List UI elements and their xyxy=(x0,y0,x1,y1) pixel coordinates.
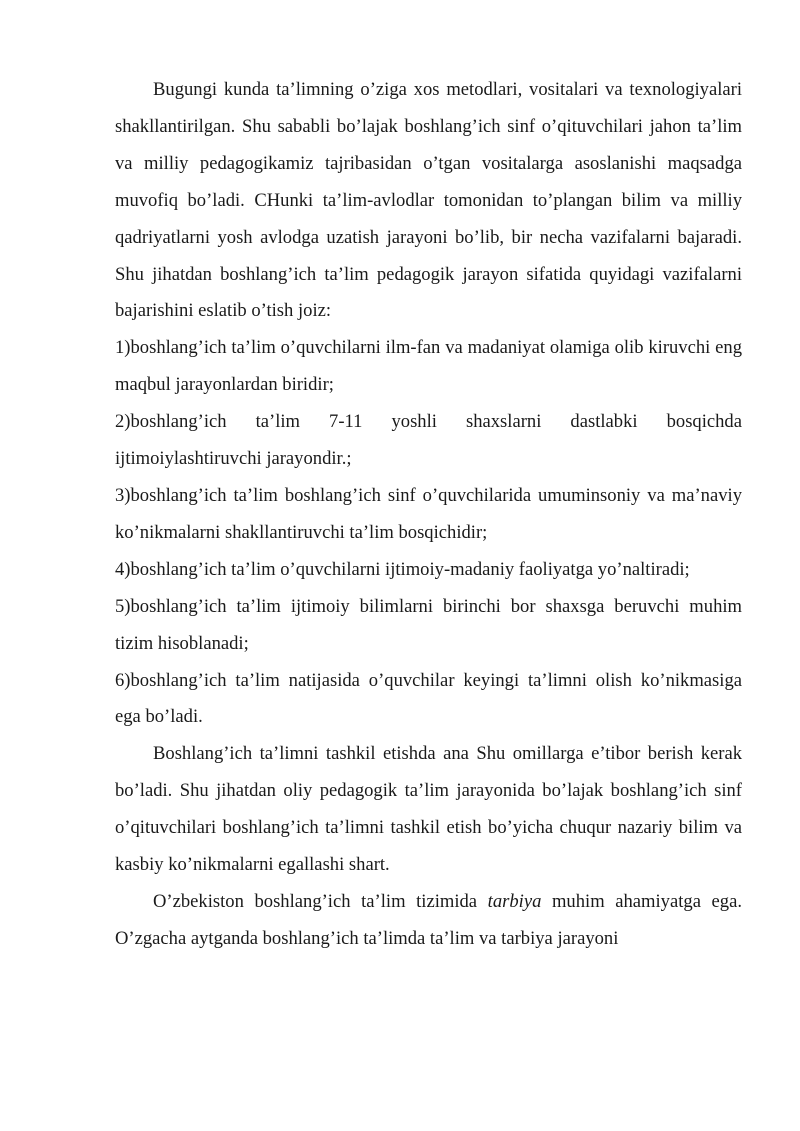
paragraph-intro: Bugungi kunda ta’limning o’ziga xos metodlari, vositalari va texnologiyalari shakllantirilgan. Shu sababli bo’lajak boshlang’ich sinf o’qituvchilari jahon ta’lim va milliy pedagogikamiz tajribasidan o’tgan vositalarga asoslanishi maqsadga muvofiq bo’ladi. CHunki ta’lim-avlodlar tomonidan to’plangan bilim va milliy qadriyatlarni yosh avlodga uzatish jarayoni bo’lib, bir necha vazifalarni bajaradi. Shu jihatdan boshlang’ich ta’lim pedagogik jarayon sifatida quyidagi vazifalarni bajarishini eslatib o’tish joiz: xyxy=(115,79,742,322)
paragraph-upbringing-end: muhim ahamiyatga ega. O’zgacha aytganda boshlang’ich ta’limda ta’lim va tarbiya jarayoni xyxy=(115,890,742,949)
list-item-5: 5)boshlang’ich ta’lim ijtimoiy bilimlarni birinchi bor shaxsga beruvchi muhim tizim hisoblanadi; xyxy=(115,595,742,654)
list-item-3: 3)boshlang’ich ta’lim boshlang’ich sinf o’quvchilarida umuminsoniy va ma’naviy ko’nikmalarni shakllantiruvchi ta’lim bosqichidir; xyxy=(115,484,742,543)
paragraph-upbringing-start: O’zbekiston boshlang’ich ta’lim tizimida xyxy=(153,890,488,912)
paragraph-organization: Boshlang’ich ta’limni tashkil etishda ana Shu omillarga e’tibor berish kerak bo’ladi. Shu jihatdan oliy pedagogik ta’lim jarayonida bo’lajak boshlang’ich sinf o’qituvchilari boshlang’ich ta’limni tashkil etish bo’yicha chuqur nazariy bilim va kasbiy ko’nikmalarni egallashi shart. xyxy=(115,743,742,876)
list-item-2: 2)boshlang’ich ta’lim 7-11 yoshli shaxslarni dastlabki bosqichda ijtimoiylashtiruvchi jarayondir.; xyxy=(115,411,742,470)
list-item-6: 6)boshlang’ich ta’lim natijasida o’quvchilar keyingi ta’limni olish ko’nikmasiga ega bo’ladi. xyxy=(115,669,742,728)
document-page xyxy=(115,72,742,958)
list-item-4: 4)boshlang’ich ta’lim o’quvchilarni ijtimoiy-madaniy faoliyatga yo’naltiradi; xyxy=(115,558,690,580)
paragraph-upbringing xyxy=(115,884,742,958)
italic-term-tarbiya: tarbiya xyxy=(487,890,542,912)
list-item-1: 1)boshlang’ich ta’lim o’quvchilarni ilm-fan va madaniyat olamiga olib kiruvchi eng maqbul jarayonlardan biridir; xyxy=(115,337,742,396)
